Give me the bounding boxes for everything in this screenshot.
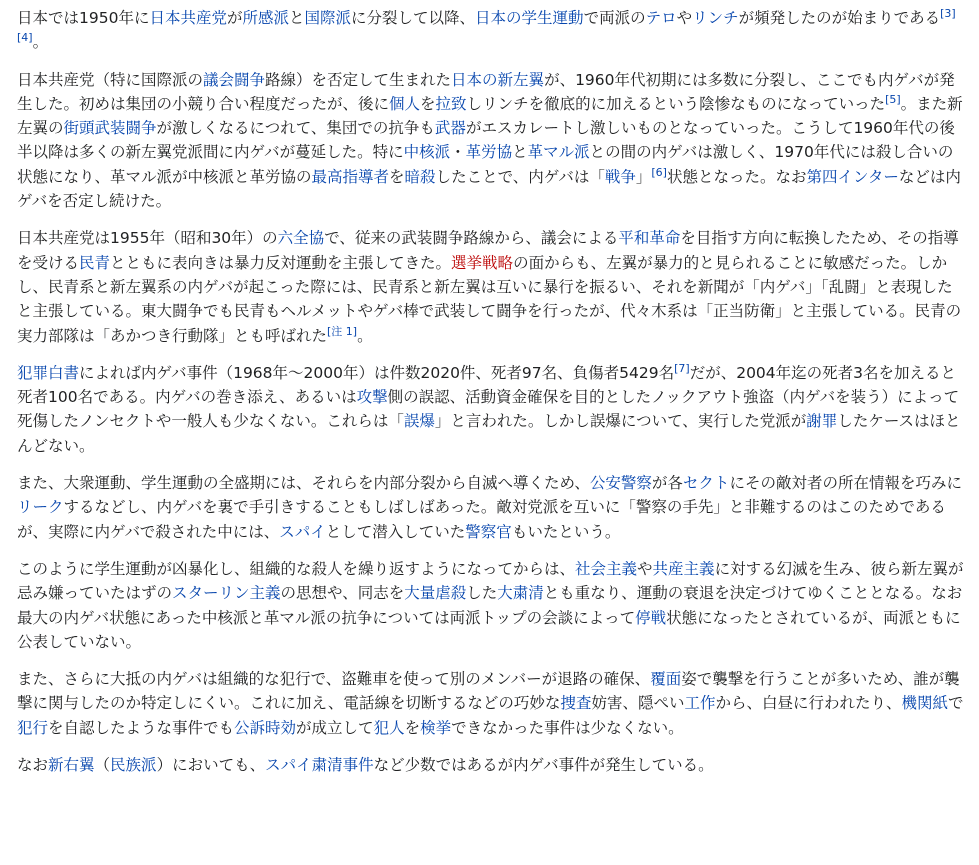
body-text: ・	[450, 143, 466, 162]
wiki-link[interactable]: 拉致	[435, 94, 467, 113]
body-text: 日本共産党は1955年（昭和30年）の	[17, 229, 278, 248]
body-text: との間の内ゲバは激しく、1970年代には殺し合いの状態になり、革マル派が中核派と革労協の	[17, 143, 954, 186]
body-text: しリンチを徹底的に加えるという陰惨なものになっていった	[466, 94, 886, 113]
paragraph	[17, 68, 967, 214]
wiki-link[interactable]: 捜査	[560, 694, 592, 713]
body-text: とともに表向きは暴力反対運動を主張してきた。	[110, 253, 452, 272]
body-text: など少数ではあるが内ゲバ事件が発生している。	[373, 756, 714, 775]
body-text: や	[676, 9, 693, 27]
body-text: また、大衆運動、学生運動の全盛期には、それらを内部分裂から自滅へ導くため、	[17, 474, 590, 493]
body-text: などは内ゲバを否定し続けた。	[17, 167, 961, 211]
wiki-link[interactable]: 議会闘争	[203, 70, 266, 89]
paragraph	[17, 753, 967, 777]
citation-ref	[885, 93, 901, 106]
wiki-link[interactable]: 民青	[79, 253, 111, 272]
body-text: の思想や、同志を	[280, 584, 405, 603]
wiki-link[interactable]: 暗殺	[404, 167, 436, 186]
wiki-link[interactable]: 公安警察	[589, 474, 652, 493]
wiki-link[interactable]: 社会主義	[575, 559, 638, 578]
wiki-link[interactable]: 機関紙	[901, 694, 949, 713]
wiki-link[interactable]: 革マル派	[527, 143, 590, 162]
citation-ref	[651, 166, 667, 179]
body-text: 。	[357, 326, 373, 345]
wiki-link[interactable]: テロ	[645, 9, 677, 27]
body-text: を	[420, 94, 436, 113]
wiki-link[interactable]: 日本共産党	[149, 9, 227, 27]
citation-link[interactable]: [4]	[17, 31, 33, 45]
paragraph	[17, 667, 967, 740]
body-text: するなどし、内ゲバを裏で手引きすることもしばしばあった。敵対党派を互いに「警察の手先」と非難するのはこのためであるが、実際に内ゲバで殺された中には、	[17, 498, 946, 541]
wiki-link[interactable]: 謝罪	[806, 412, 838, 431]
body-text: だが、2004年迄の死者3名を加えると死者100名である。内ゲバの巻き添え、あるいは	[17, 363, 957, 407]
wiki-link[interactable]: 公訴時効	[234, 718, 297, 737]
body-text: にその敵対者の所在情報を巧みに	[729, 474, 962, 493]
wiki-link[interactable]: 共産主義	[652, 559, 715, 578]
wiki-link[interactable]: 覆面	[650, 670, 682, 689]
citation-link[interactable]: [7]	[674, 361, 690, 375]
wiki-link[interactable]: 個人	[389, 94, 421, 113]
citation-ref	[674, 362, 690, 375]
body-text: （	[94, 756, 111, 775]
body-text: に対する幻滅を生み、彼ら新左翼が忌み嫌っていたはずの	[17, 559, 964, 603]
body-text: と	[289, 9, 305, 27]
wiki-link[interactable]: 犯行	[17, 718, 49, 737]
body-text: とも重なり、運動の衰退を決定づけてゆくこととなる。なお最大の内ゲバ状態にあった中核派と革マル派の抗争については両派トップの会談によって	[17, 584, 963, 627]
body-text: 」	[635, 167, 652, 186]
body-text: で、従来の武装闘争路線から、議会による	[324, 229, 619, 248]
body-text: を	[389, 167, 405, 186]
body-text: で両派の	[583, 9, 646, 27]
paragraph	[17, 361, 967, 458]
citation-link[interactable]: [5]	[885, 92, 901, 106]
wiki-link[interactable]: 国際派	[304, 9, 352, 27]
wiki-link[interactable]: 大量虐殺	[404, 584, 467, 603]
body-text: が各	[651, 474, 683, 493]
wiki-link[interactable]: 検挙	[420, 718, 452, 737]
body-text: 。	[32, 33, 49, 52]
wiki-link[interactable]: 誤爆	[403, 412, 435, 431]
wiki-link[interactable]: リーク	[17, 498, 64, 517]
wiki-link[interactable]: 街頭武装闘争	[63, 119, 157, 138]
wiki-link[interactable]: スパイ粛清事件	[265, 756, 374, 775]
body-text: 日本では1950年に	[17, 9, 150, 27]
wiki-link[interactable]: 犯人	[373, 718, 405, 737]
body-text: 」と言われた。しかし誤爆について、実行した党派が	[434, 412, 807, 431]
wiki-link[interactable]: リンチ	[692, 9, 739, 27]
body-text: 日本共産党（特に国際派の	[17, 70, 204, 89]
citation-link[interactable]: [注 1]	[327, 324, 358, 338]
wiki-link[interactable]: 日本の新左翼	[451, 70, 545, 89]
wiki-link[interactable]: セクト	[682, 474, 730, 493]
wiki-link[interactable]: 平和革命	[618, 229, 681, 248]
body-text: 。また新左翼の	[17, 94, 963, 138]
body-text: ）においても、	[156, 756, 266, 775]
body-text: した	[466, 584, 498, 603]
wiki-link[interactable]: 新右翼	[48, 756, 95, 775]
wiki-link[interactable]: 戦争	[604, 167, 636, 186]
wiki-link[interactable]: 六全協	[277, 229, 325, 248]
wiki-link[interactable]: 第四インター	[806, 167, 899, 186]
wiki-link[interactable]: 犯罪白書	[17, 363, 80, 382]
wiki-link[interactable]: 武器	[434, 119, 466, 138]
body-text: が	[226, 9, 243, 27]
body-text: したケースはほとんどない。	[17, 412, 961, 455]
body-text: で	[948, 694, 964, 713]
body-text: に分裂して以降、	[351, 9, 476, 27]
citation-link[interactable]: [3]	[940, 6, 956, 20]
wiki-link[interactable]: 最高指導者	[311, 167, 390, 186]
body-text: このように学生運動が凶暴化し、組織的な殺人を繰り返すようになってからは、	[17, 559, 576, 578]
paragraph	[17, 471, 967, 544]
body-text: 状態になったとされているが、両派ともに公表していない。	[17, 608, 961, 651]
redlink[interactable]: 選挙戦略	[451, 253, 514, 272]
body-text: を自認したような事件でも	[48, 718, 235, 737]
body-text: を	[404, 718, 421, 737]
body-text: 妨害、隠ぺい	[591, 694, 685, 713]
body-text: を目指す方向に転換したため、その指導を受ける	[17, 229, 959, 272]
body-text: の面からも、左翼が暴力的と見られることに敏感だった。しかし、民青系と新左翼系の内ゲバが起こった際には、民青系と新左翼は互いに暴行を振るい、それを新聞が「内ゲバ」「乱闘」と表現したと主張している。東大闘争でも民青もヘルメットやゲバ棒で武装して闘争を行ったが、代々木系は「正当防衛」と主張している。民青の実力部隊は「あかつき行動隊」とも呼ばれた	[17, 253, 962, 345]
citation-ref	[327, 324, 357, 337]
paragraph	[17, 226, 967, 347]
wiki-link[interactable]: 工作	[684, 694, 716, 713]
wiki-link[interactable]: スターリン主義	[172, 584, 281, 603]
citation-ref	[940, 7, 956, 20]
body-text: 路線）を否定して生まれた	[265, 70, 452, 89]
body-text: が激しくなるにつれて、集団での抗争も	[156, 119, 435, 138]
wiki-link[interactable]: スパイ	[279, 522, 326, 541]
paragraph	[17, 6, 967, 55]
wiki-link[interactable]: 中核派	[403, 143, 451, 162]
body-text: から、白昼に行われたり、	[715, 694, 902, 713]
wiki-link[interactable]: 革労協	[465, 143, 513, 162]
body-text: によれば内ゲバ事件（1968年～2000年）は件数2020件、死者97名、負傷者5429名	[79, 363, 675, 382]
citation-ref	[17, 31, 33, 44]
body-text: として潜入していた	[325, 522, 466, 541]
wiki-link[interactable]: 大粛清	[497, 584, 544, 603]
body-text: が頻発したのが始まりである	[738, 9, 941, 27]
body-text: なお	[17, 756, 49, 775]
body-text: が、1960年代初期には多数に分裂し、ここでも内ゲバが発生した。初めは集団の小競り合い程度だったが、後に	[17, 70, 955, 113]
wiki-link[interactable]: 日本の学生運動	[475, 9, 584, 27]
wiki-link[interactable]: 警察官	[465, 522, 512, 541]
citation-link[interactable]: [6]	[651, 165, 667, 179]
paragraph	[17, 557, 967, 654]
body-text: や	[637, 559, 653, 578]
body-text: がエスカレートし激しいものとなっていった。こうして1960年代の後半以降は多くの新左翼党派間に内ゲバが蔓延した。特に	[17, 119, 955, 162]
body-text: もいたという。	[511, 522, 621, 541]
wiki-link[interactable]: 攻撃	[356, 388, 388, 407]
body-text: と	[512, 143, 528, 162]
body-text: したことで、内ゲバは「	[435, 167, 605, 186]
body-text: 姿で襲撃を行うことが多いため、誰が襲撃に関与したのか特定しにくい。これに加え、電話線を切断するなどの巧妙な	[17, 670, 960, 713]
body-text: が成立して	[296, 718, 374, 737]
body-text: できなかった事件は少なくない。	[451, 718, 684, 737]
wiki-link[interactable]: 停戦	[635, 608, 667, 627]
body-text: 状態となった。なお	[666, 167, 807, 186]
wiki-link[interactable]: 民族派	[110, 756, 157, 775]
body-text: また、さらに大抵の内ゲバは組織的な犯行で、盗難車を使って別のメンバーが退路の確保、	[17, 670, 651, 689]
body-text: 側の誤認、活動資金確保を目的としたノックアウト強盗（内ゲバを装う）によって死傷したノンセクトや一般人も少なくない。これらは「	[17, 388, 960, 431]
wiki-link[interactable]: 所感派	[242, 9, 289, 27]
